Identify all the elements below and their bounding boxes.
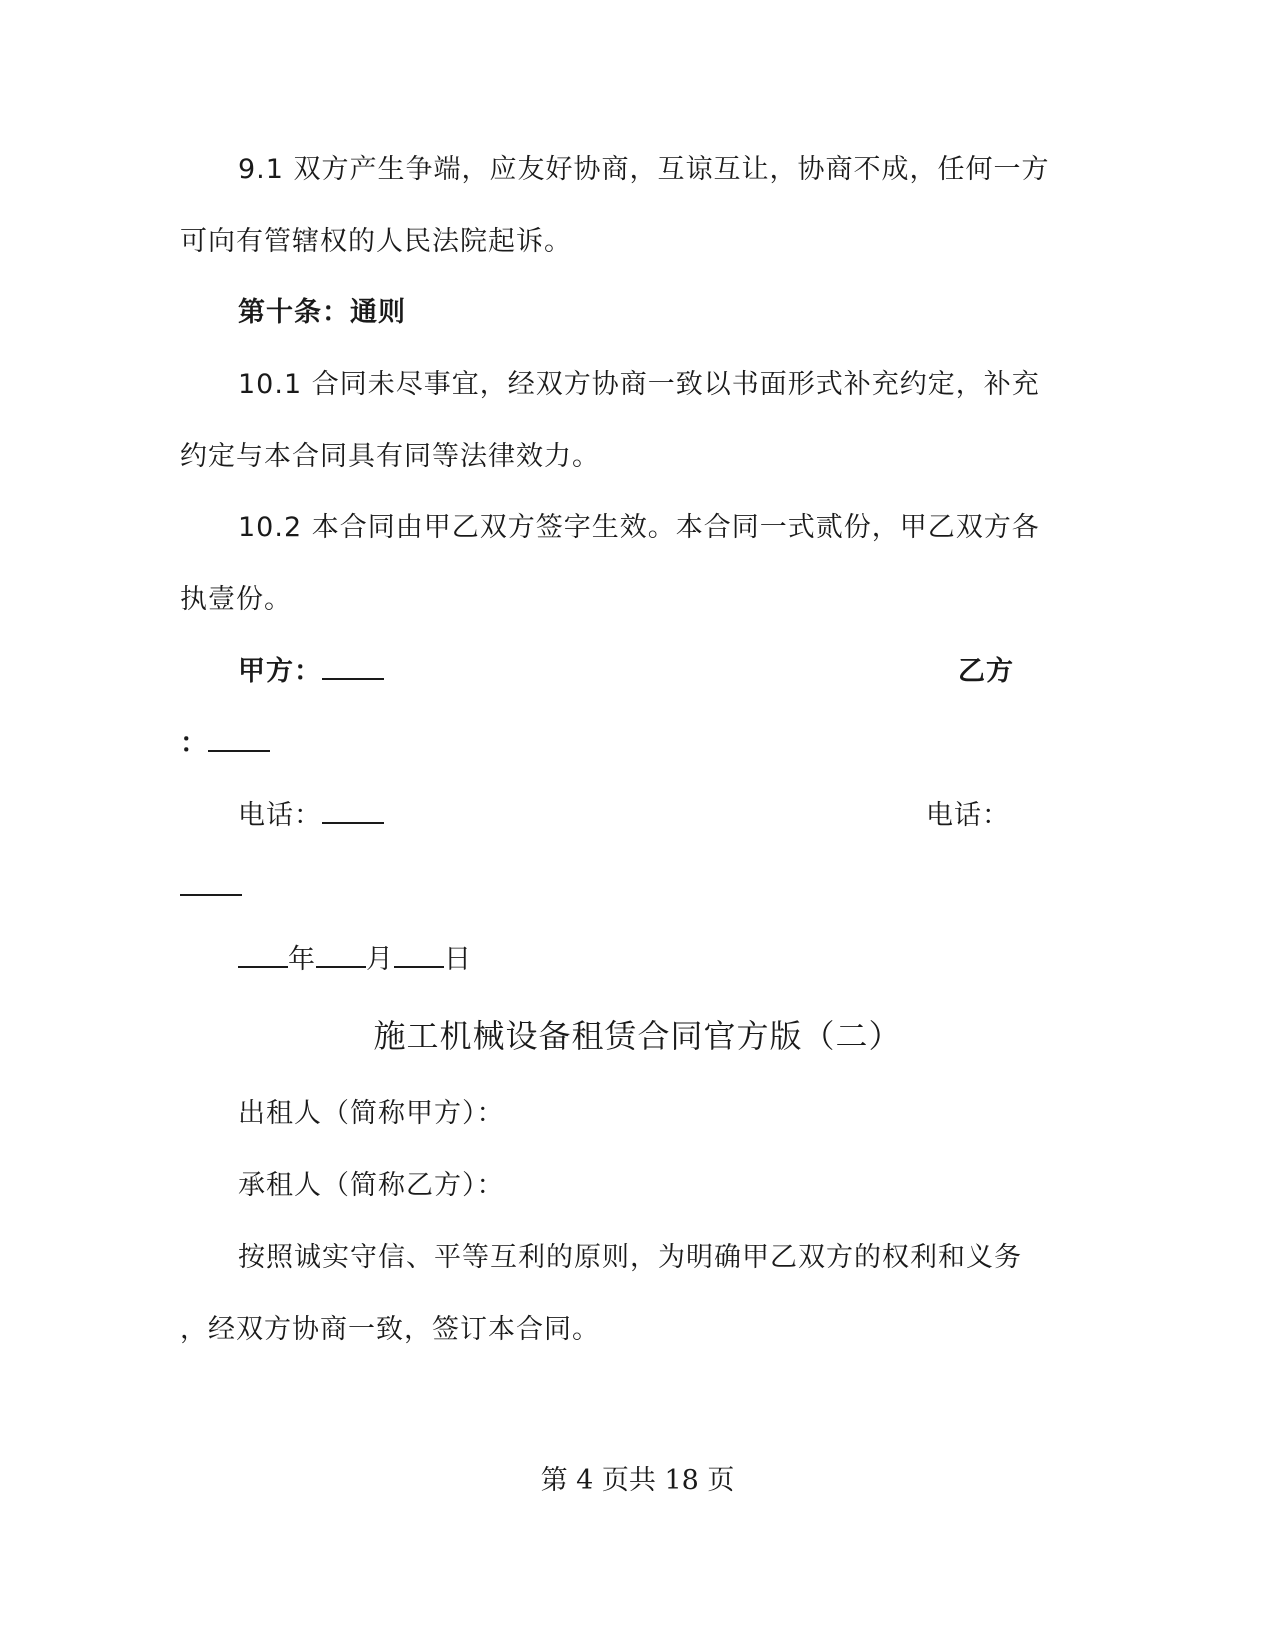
party-a-signature [238, 654, 384, 690]
date-year-label: 年 [288, 944, 316, 975]
clause-9-1-line-1: 9.1 双方产生争端，应友好协商，互谅互让，协商不成，任何一方 [238, 154, 1050, 185]
section-10-heading: 第十条：通则 [238, 297, 406, 328]
clause-10-1-line-2: 约定与本合同具有同等法律效力。 [180, 441, 600, 472]
lessor-label: 出租人（简称甲方）： [238, 1098, 505, 1129]
clause-10-1-line-1: 10.1 合同未尽事宜，经双方协商一致以书面形式补充约定，补充 [238, 369, 1040, 400]
lessee-label: 承租人（简称乙方）： [238, 1170, 505, 1201]
date-month-blank[interactable] [316, 944, 366, 968]
clause-10-2-line-2: 执壹份。 [180, 584, 292, 615]
phone-a [238, 798, 384, 834]
party-b-blank[interactable] [208, 728, 270, 752]
date-year-blank[interactable] [238, 944, 288, 968]
contract-title: 施工机械设备租赁合同官方版（二） [373, 1017, 902, 1055]
intro-line-1: 按照诚实守信、平等互利的原则，为明确甲乙双方的权利和义务 [238, 1242, 1022, 1273]
phone-b-label: 电话： [926, 800, 1010, 831]
party-a-label: 甲方： [238, 656, 322, 687]
signing-date [238, 942, 472, 978]
party-a-blank[interactable] [322, 656, 384, 680]
date-day-label: 日 [444, 944, 472, 975]
intro-line-2: ，经双方协商一致，签订本合同。 [180, 1314, 600, 1345]
phone-b-blank[interactable] [180, 872, 242, 896]
date-month-label: 月 [366, 944, 394, 975]
party-b-label: 乙方 [958, 656, 1014, 687]
party-b-signature [180, 726, 270, 762]
phone-b [180, 870, 242, 906]
phone-a-label: 电话： [238, 800, 322, 831]
clause-9-1-line-2: 可向有管辖权的人民法院起诉。 [180, 226, 572, 257]
date-day-blank[interactable] [394, 944, 444, 968]
page-number-footer: 第 4 页共 18 页 [540, 1465, 735, 1496]
clause-10-2-line-1: 10.2 本合同由甲乙双方签字生效。本合同一式贰份，甲乙双方各 [238, 512, 1040, 543]
phone-a-blank[interactable] [322, 800, 384, 824]
party-b-colon: ： [180, 728, 208, 759]
